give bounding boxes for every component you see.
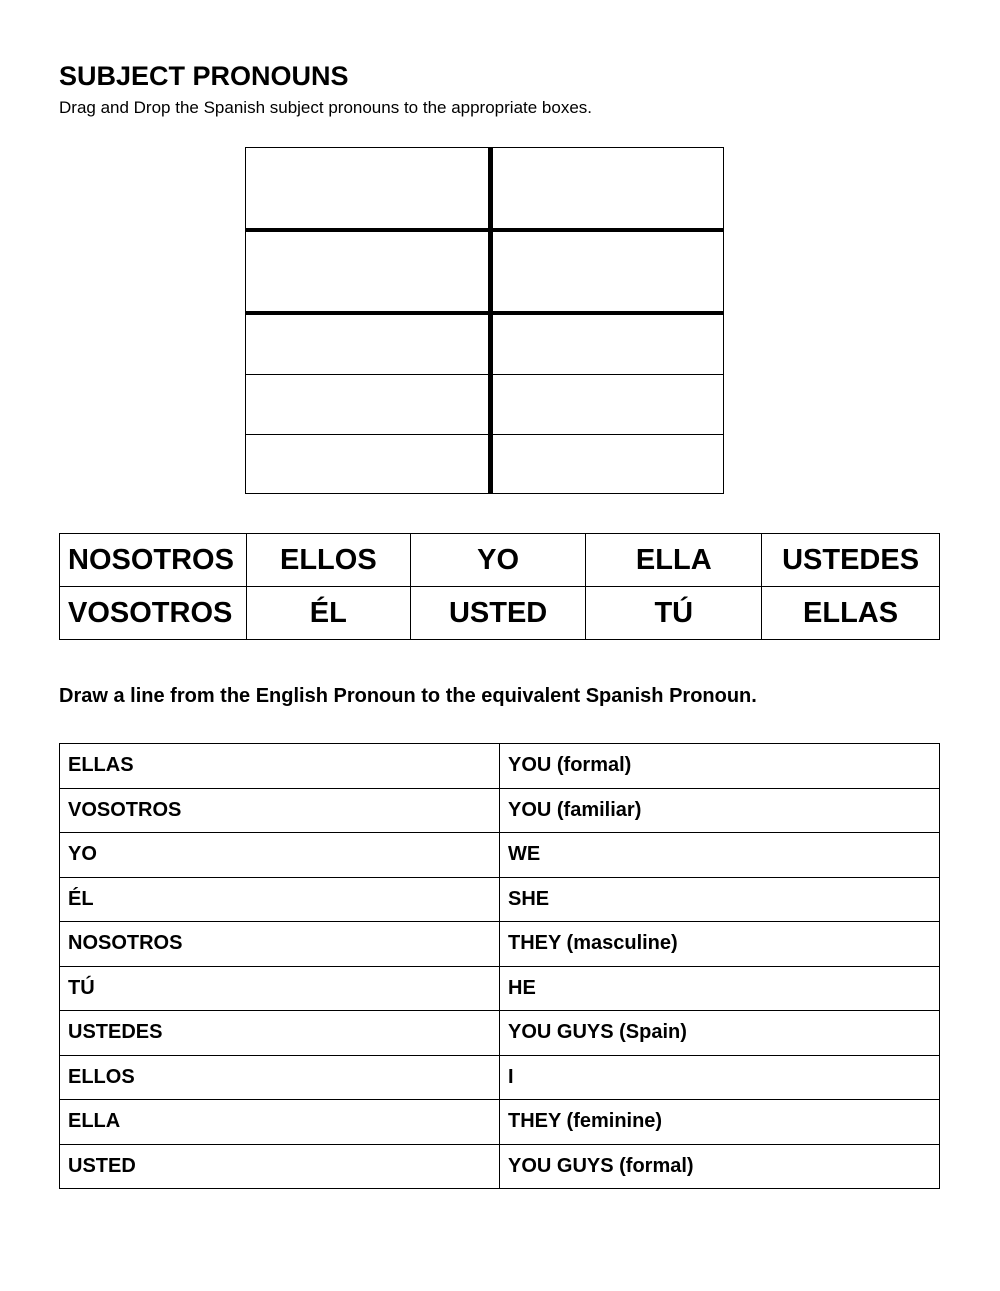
page-title: SUBJECT PRONOUNS — [59, 61, 349, 91]
table-row — [60, 966, 940, 1011]
matching-table — [59, 743, 940, 1189]
draggable-word[interactable]: ÉL — [246, 587, 410, 640]
word-bank-row — [60, 534, 940, 587]
drop-box[interactable] — [493, 375, 723, 434]
table-row — [60, 922, 940, 967]
spanish-pronoun[interactable]: ELLA — [60, 1100, 500, 1145]
spanish-pronoun[interactable]: VOSOTROS — [60, 788, 500, 833]
english-pronoun[interactable]: THEY (feminine) — [500, 1100, 940, 1145]
spanish-pronoun[interactable]: ÉL — [60, 877, 500, 922]
english-pronoun[interactable]: YOU (familiar) — [500, 788, 940, 833]
draggable-word[interactable]: ELLAS — [762, 587, 940, 640]
drop-box[interactable] — [246, 315, 488, 374]
drop-grid — [245, 147, 724, 494]
spanish-pronoun[interactable]: TÚ — [60, 966, 500, 1011]
english-pronoun[interactable]: THEY (masculine) — [500, 922, 940, 967]
draggable-word[interactable]: NOSOTROS — [60, 534, 247, 587]
draggable-word[interactable]: ELLOS — [246, 534, 410, 587]
draggable-word[interactable]: USTED — [410, 587, 586, 640]
english-pronoun[interactable]: I — [500, 1055, 940, 1100]
english-pronoun[interactable]: YOU GUYS (Spain) — [500, 1011, 940, 1056]
draggable-word[interactable]: YO — [410, 534, 586, 587]
drop-box[interactable] — [493, 435, 723, 493]
english-pronoun[interactable]: YOU GUYS (formal) — [500, 1144, 940, 1189]
table-row — [60, 1100, 940, 1145]
draggable-word[interactable]: VOSOTROS — [60, 587, 247, 640]
table-row — [60, 1055, 940, 1100]
spanish-pronoun[interactable]: YO — [60, 833, 500, 878]
spanish-pronoun[interactable]: USTED — [60, 1144, 500, 1189]
english-pronoun[interactable]: SHE — [500, 877, 940, 922]
drop-box[interactable] — [246, 375, 488, 434]
page-subtitle: Drag and Drop the Spanish subject pronouns to the appropriate boxes. — [59, 98, 593, 117]
drop-box[interactable] — [493, 232, 723, 311]
table-row — [60, 1011, 940, 1056]
drop-box[interactable] — [493, 148, 723, 228]
table-row — [60, 833, 940, 878]
english-pronoun[interactable]: YOU (formal) — [500, 744, 940, 789]
english-pronoun[interactable]: WE — [500, 833, 940, 878]
english-pronoun[interactable]: HE — [500, 966, 940, 1011]
spanish-pronoun[interactable]: ELLAS — [60, 744, 500, 789]
spanish-pronoun[interactable]: USTEDES — [60, 1011, 500, 1056]
drop-box[interactable] — [246, 232, 488, 311]
table-row — [60, 744, 940, 789]
table-row — [60, 788, 940, 833]
table-row — [60, 877, 940, 922]
drop-box[interactable] — [246, 148, 488, 228]
draggable-word[interactable]: ELLA — [586, 534, 762, 587]
draggable-word[interactable]: TÚ — [586, 587, 762, 640]
word-bank — [59, 533, 940, 640]
spanish-pronoun[interactable]: ELLOS — [60, 1055, 500, 1100]
word-bank-row — [60, 587, 940, 640]
matching-instruction: Draw a line from the English Pronoun to the equivalent Spanish Pronoun. — [59, 685, 757, 707]
draggable-word[interactable]: USTEDES — [762, 534, 940, 587]
drop-box[interactable] — [493, 315, 723, 374]
spanish-pronoun[interactable]: NOSOTROS — [60, 922, 500, 967]
table-row — [60, 1144, 940, 1189]
drop-box[interactable] — [246, 435, 488, 493]
